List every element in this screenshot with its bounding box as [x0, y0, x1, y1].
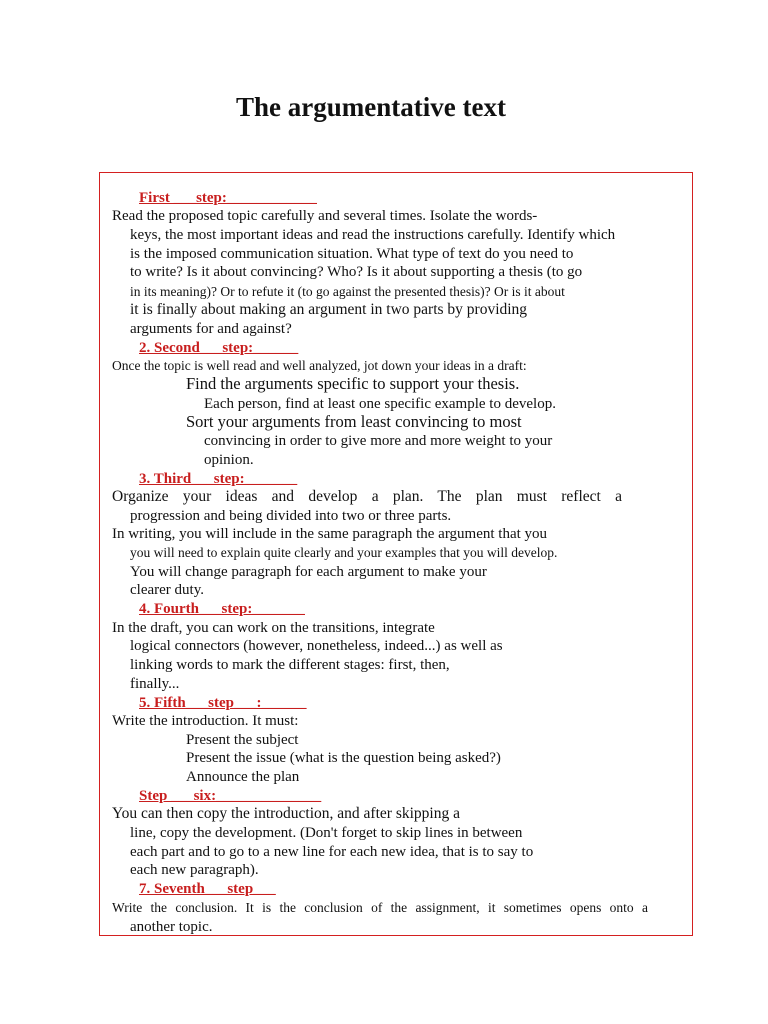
text-line: opinion. — [204, 452, 254, 468]
text-line: you will need to explain quite clearly and your examples that you will develop. — [130, 545, 558, 560]
step-heading-seventh: 7. Seventh___step___ — [139, 881, 276, 897]
text-line: it is finally about making an argument in two parts by providing — [130, 301, 528, 318]
text-line: In the draft, you can work on the transitions, integrate — [112, 620, 435, 636]
step-heading-fifth: 5. Fifth___step___:______ — [139, 695, 307, 711]
text-line: Present the subject — [186, 732, 299, 748]
text-line: Each person, find at least one specific example to develop. — [204, 396, 556, 412]
text-line: finally... — [130, 676, 180, 692]
text-line: In writing, you will include in the same paragraph the argument that you — [112, 526, 548, 542]
text-line: arguments for and against? — [130, 321, 292, 337]
text-line: is the imposed communication situation. What type of text do you need to — [130, 246, 574, 262]
text-line: Read the proposed topic carefully and several times. Isolate the words- — [112, 208, 538, 224]
step-heading-first: First ___step:____________ — [139, 190, 317, 206]
text-line: linking words to mark the different stages: first, then, — [130, 657, 450, 673]
document-title: The argumentative text — [236, 92, 506, 122]
text-line: each new paragraph). — [130, 862, 259, 878]
text-line: You can then copy the introduction, and after skipping a — [112, 805, 460, 822]
text-line: Announce the plan — [186, 769, 300, 785]
text-line: Write the introduction. It must: — [112, 713, 299, 729]
step-heading-second: 2. Second___step:______ — [139, 340, 299, 356]
text-line: each part and to go to a new line for each new idea, that is to say to — [130, 844, 534, 860]
text-line: Write the conclusion. It is the conclusion of the assignment, it sometimes opens onto a — [112, 900, 648, 915]
text-line: another topic. — [130, 919, 213, 935]
text-line: Once the topic is well read and well analyzed, jot down your ideas in a draft: — [112, 358, 527, 373]
text-line: logical connectors (however, nonetheless, indeed...) as well as — [130, 638, 503, 654]
text-line: Find the arguments specific to support your thesis. — [186, 374, 520, 393]
text-line: progression and being divided into two or three parts. — [130, 508, 452, 524]
text-line: keys, the most important ideas and read the instructions carefully. Identify which — [130, 227, 616, 243]
text-line: Organize your ideas and develop a plan. The plan must reflect a — [112, 488, 622, 505]
text-line: in its meaning)? Or to refute it (to go against the presented thesis)? Or is it about — [130, 284, 565, 299]
step-heading-sixth: Step ___six:______________ — [139, 788, 322, 804]
step-heading-fourth: 4. Fourth___step:_______ — [139, 601, 305, 617]
text-line: convincing in order to give more and more weight to your — [204, 433, 553, 449]
text-line: clearer duty. — [130, 582, 204, 598]
text-line: to write? Is it about convincing? Who? Is it about supporting a thesis (to go — [130, 264, 583, 280]
step-heading-third: 3. Third___step:_______ — [139, 471, 298, 487]
text-line: line, copy the development. (Don't forget to skip lines in between — [130, 825, 523, 841]
text-line: Sort your arguments from least convincing to most — [186, 412, 522, 431]
text-line: You will change paragraph for each argument to make your — [130, 564, 487, 580]
text-line: Present the issue (what is the question being asked?) — [186, 750, 501, 766]
